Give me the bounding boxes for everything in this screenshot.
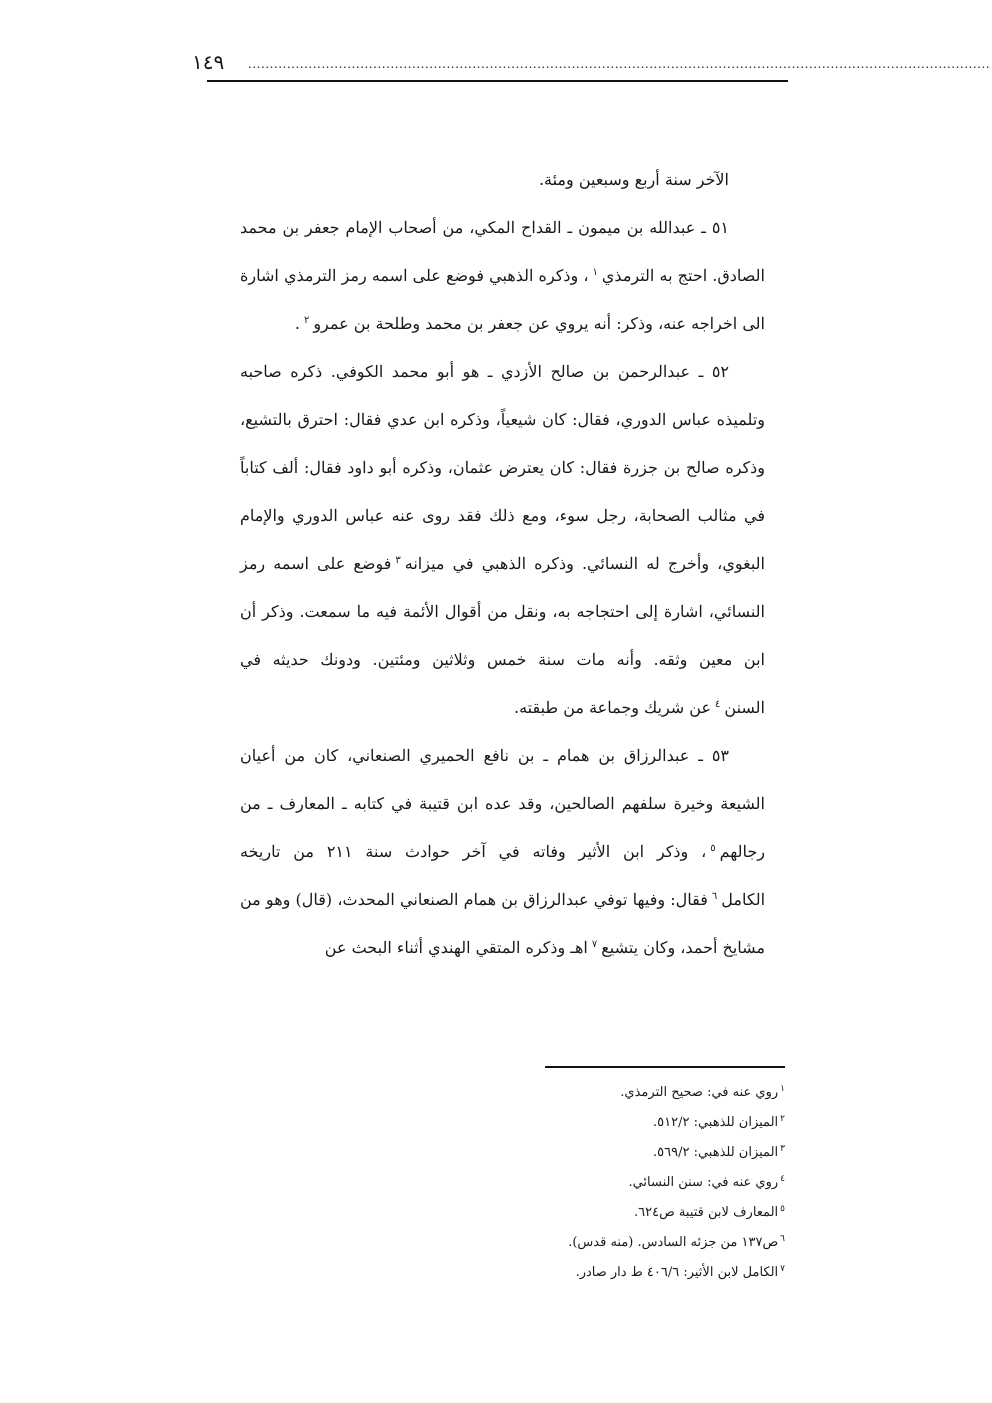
footnote-item [460,1258,785,1288]
footnote-ref[interactable]: ٣ [395,554,401,566]
footnote-item [460,1108,785,1138]
paragraph-text: ٥٣ ـ عبدالرزاق بن همام ـ بن نافع الحميري الصنعاني، كان من أعيان الشيعة وخيرة سلفهم الصالحين، وقد عده ابن قتيبة في كتابه ـ المعارف ـ من رجالهم [240,746,765,861]
header-dotted-leader: ............................................................................................................................................................................ [248,57,991,71]
footnote-text: روي عنه في: صحيح الترمذي. [620,1085,779,1100]
paragraph-text: فقال: وفيها توفي عبدالرزاق بن همام الصنعاني المحدث، (قال) وهو من مشايخ أحمد، وكان يتشيع [240,890,765,957]
page-header [0,0,992,90]
footnote-ref[interactable]: ٤ [715,698,721,710]
paragraph-entry-51 [240,204,765,348]
paragraph-text: . [294,314,300,333]
paragraph-entry-53 [240,732,765,972]
footnote-rule [545,1066,785,1068]
footnote-item [460,1138,785,1168]
footnote-item [460,1078,785,1108]
paragraph-text: الآخر سنة أربع وسبعين ومئة. [538,170,729,189]
header-rule [207,80,788,82]
footnotes [460,1078,785,1288]
footnote-text: المعارف لابن قتيبة ص٦٢٤. [633,1205,779,1220]
paragraph-entry-52 [240,348,765,732]
footnote-item [460,1228,785,1258]
footnote-text: ص١٣٧ من جزئه السادس. (منه قدس). [568,1235,779,1250]
footnote-ref[interactable]: ٦ [711,890,718,902]
footnote-number: ١ [780,1083,785,1094]
footnote-text: الكامل لابن الأثير: ٤٠٦/٦ ط دار صادر. [575,1265,779,1280]
paragraph-text: ، وذكره الذهبي فوضع على اسمه رمز الترمذي اشارة الى اخراجه عنه، وذكر: أنه يروي عن جعفر بن محمد وطلحة بن عمرو [240,266,765,333]
footnote-number: ٣ [780,1143,785,1154]
paragraph-text: ، وذكر ابن الأثير وفاته في آخر حوادث سنة ٢١١ من تاريخه الكامل [240,842,766,909]
footnote-number: ٧ [780,1263,785,1274]
footnote-ref[interactable]: ٧ [591,938,598,950]
footnote-text: الميزان للذهبي: ٥١٢/٢. [653,1115,779,1130]
footnote-ref[interactable]: ٥ [710,842,716,854]
page-number: ١٤٩ [192,50,225,74]
paragraph-text: اهـ وذكره المتقي الهندي أثناء البحث عن [324,938,588,957]
paragraph-text: عن شريك وجماعة من طبقته. [514,698,712,717]
paragraph-text: ٥٢ ـ عبدالرحمن بن صالح الأزدي ـ هو أبو محمد الكوفي. ذكره صاحبه وتلميذه عباس الدوري، فقال: كان شيعياً، وذكره ابن عدي فقال: احترق بالتشيع، وذكره صالح بن جزرة فقال: كان يعترض عثمان، وذكره أبو داود فقال: ألف كتاباً في مثالب الصحابة، رجل سوء، ومع ذلك فقد روى عنه عباس الدوري والإمام البغوي، وأخرج له النسائي. وذكره الذهبي في ميزانه [240,362,766,573]
footnote-number: ٢ [780,1113,785,1124]
footnote-number: ٤ [780,1173,785,1184]
footnote-ref[interactable]: ١ [592,266,598,278]
footnote-text: الميزان للذهبي: ٥٦٩/٢. [653,1145,779,1160]
footnote-number: ٦ [780,1233,785,1244]
main-text [240,156,765,972]
footnote-number: ٥ [780,1203,785,1214]
footnote-text: روي عنه في: سنن النسائي. [628,1175,779,1190]
footnote-item [460,1168,785,1198]
footnote-item [460,1198,785,1228]
footnote-ref[interactable]: ٢ [303,314,310,326]
paragraph-continuation [240,156,765,204]
paragraph-text: ٥١ ـ عبدالله بن ميمون ـ القداح المكي، من أصحاب الإمام جعفر بن محمد الصادق. احتج به الترمذي [240,218,765,285]
paragraph-text: فوضع على اسمه رمز النسائي، اشارة إلى احتجاجه به، ونقل من أقوال الأئمة فيه ما سمعت. وذكر أن ابن معين وثقه. وأنه مات سنة خمس وثلاثين ومئتين. ودونك حديثه في السنن [240,554,765,717]
